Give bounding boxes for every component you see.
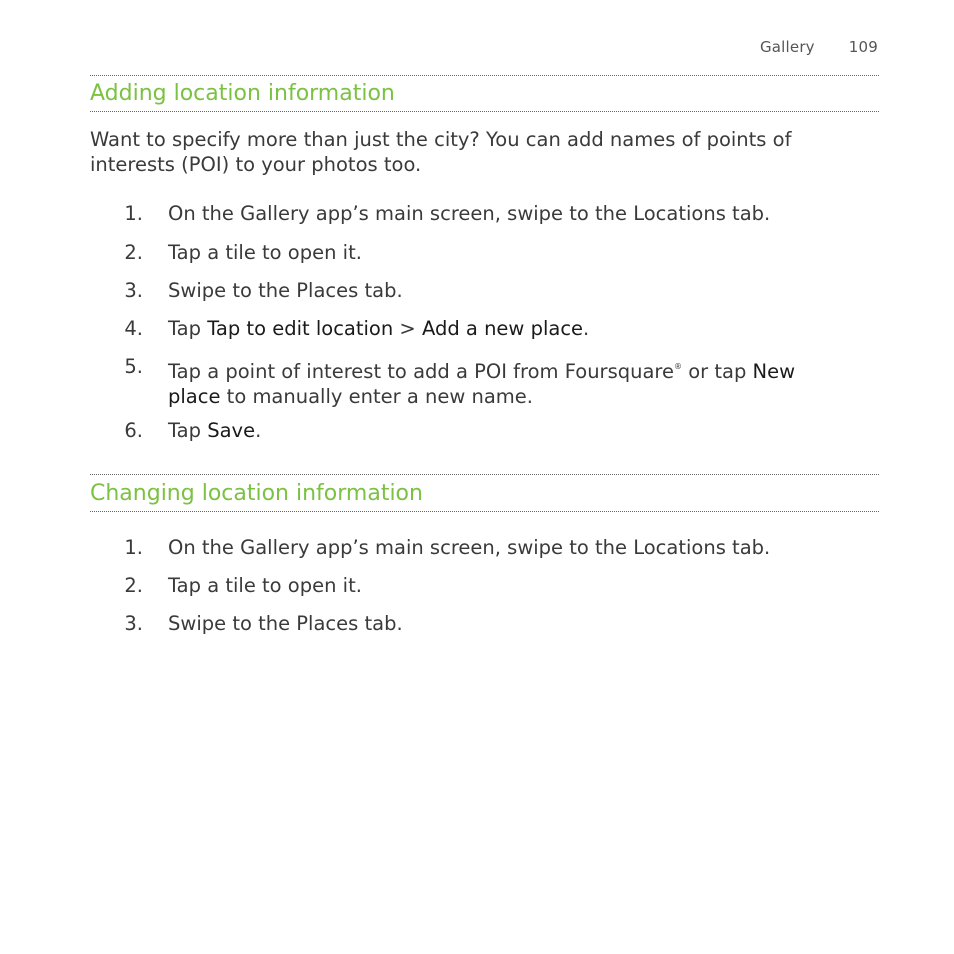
step-text: Tap a tile to open it. (168, 574, 362, 597)
ui-term-place: place (168, 385, 221, 408)
page-number: 109 (848, 38, 878, 56)
step-text (168, 354, 868, 409)
step-text-part: . (255, 419, 262, 442)
running-header (760, 38, 878, 56)
ui-term-tap-to-edit-location: Tap to edit location (207, 317, 394, 340)
step-text-part: Tap (168, 317, 208, 340)
section-heading-changing: Changing location information (90, 481, 423, 506)
divider-bottom-2 (90, 511, 879, 512)
step-text: Tap a tile to open it. (168, 241, 362, 264)
ui-term-new: New (752, 360, 796, 383)
step-text: On the Gallery app’s main screen, swipe to the Locations tab. (168, 202, 771, 225)
step-text-part: Tap (168, 419, 208, 442)
step-text-part: Tap a point of interest to add a POI from Foursquare (168, 360, 675, 383)
step-number: 4. (124, 317, 143, 340)
step-text-part: . (583, 317, 590, 340)
step-number: 3. (124, 279, 143, 302)
step-text-part: > (393, 317, 422, 340)
header-section: Gallery (759, 38, 815, 56)
step-text-part: to manually enter a new name. (220, 385, 533, 408)
step-text (168, 316, 868, 341)
step-number: 5. (124, 355, 143, 378)
registered-mark: ® (674, 362, 683, 371)
step-text: Swipe to the Places tab. (168, 279, 403, 302)
step-number: 2. (124, 574, 143, 597)
step-text-part: or tap (682, 360, 753, 383)
ui-term-add-a-new-place: Add a new place (421, 317, 584, 340)
step-text: On the Gallery app’s main screen, swipe to the Locations tab. (168, 536, 771, 559)
ui-term-save: Save (207, 419, 256, 442)
divider-top-2 (90, 474, 879, 475)
step-number: 2. (124, 241, 143, 264)
step-number: 3. (124, 612, 143, 635)
divider-top-1 (90, 75, 879, 76)
step-text (168, 418, 868, 443)
step-text: Swipe to the Places tab. (168, 612, 403, 635)
section-intro: Want to specify more than just the city? You can add names of points of interests (POI) to your photos too. (90, 128, 792, 176)
step-number: 1. (124, 202, 143, 225)
divider-bottom-1 (90, 111, 879, 112)
step-number: 1. (124, 536, 143, 559)
section-heading-adding: Adding location information (90, 81, 395, 106)
step-number: 6. (124, 419, 143, 442)
